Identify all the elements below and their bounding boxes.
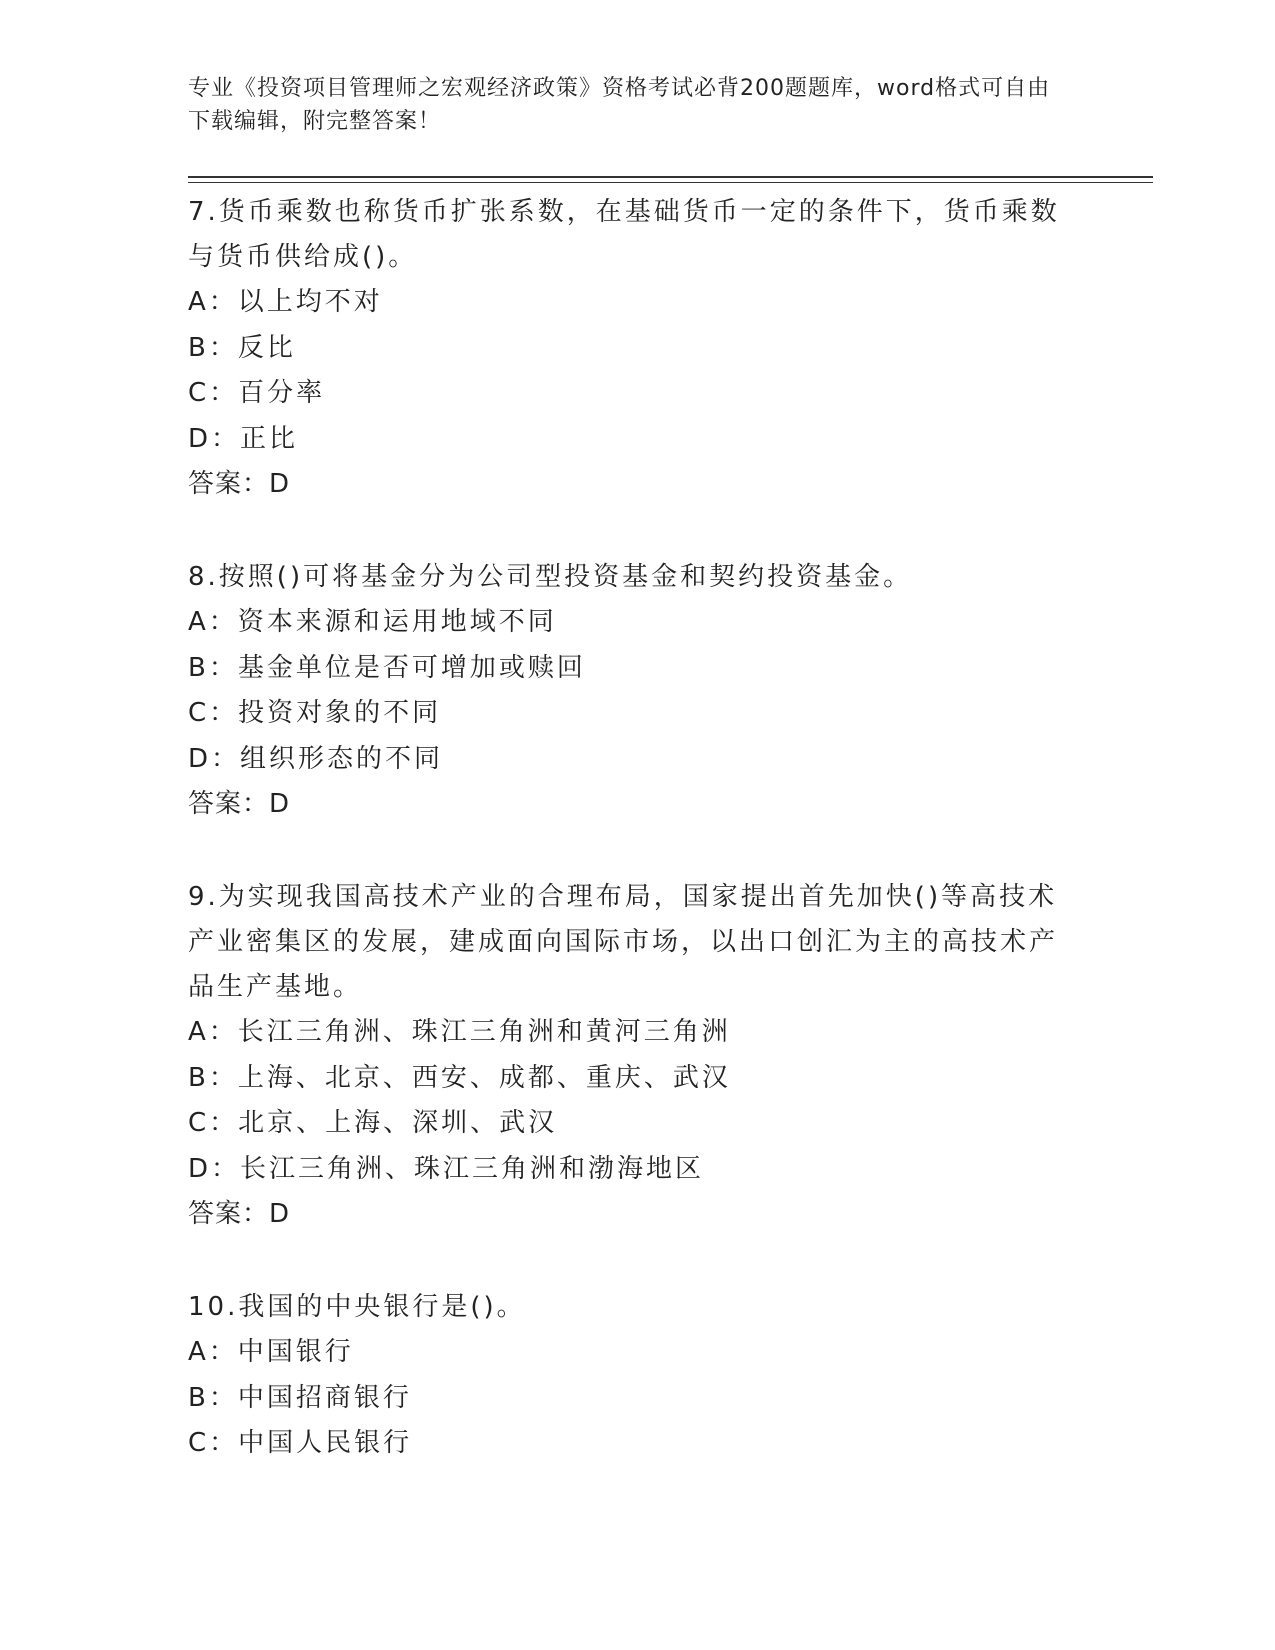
option-d: D：正比 bbox=[188, 423, 299, 454]
option-c: C：北京、上海、深圳、武汉 bbox=[188, 1108, 558, 1138]
question-8 bbox=[188, 555, 1068, 827]
option-c: C：百分率 bbox=[188, 378, 326, 408]
answer-label: 答案： bbox=[188, 469, 270, 499]
answer-value: D bbox=[269, 789, 291, 819]
header-divider-thick bbox=[188, 176, 1153, 178]
question-stem: 9.为实现我国高技术产业的合理布局，国家提出首先加快()等高技术产业密集区的发展，建成面向国际市场，以出口创汇为主的高技术产品生产基地。 bbox=[188, 882, 1059, 1002]
answer-value: D bbox=[269, 469, 291, 499]
option-c: C：中国人民银行 bbox=[188, 1428, 413, 1458]
answer-line bbox=[188, 1192, 1068, 1237]
question-10 bbox=[188, 1285, 1068, 1467]
option-c: C：投资对象的不同 bbox=[188, 698, 442, 728]
option-d: D：长江三角洲、珠江三角洲和渤海地区 bbox=[188, 1153, 705, 1184]
document-header: 专业《投资项目管理师之宏观经济政策》资格考试必背200题题库，word格式可自由下载编辑，附完整答案！ bbox=[188, 76, 1051, 134]
question-stem: 7.货币乘数也称货币扩张系数，在基础货币一定的条件下，货币乘数与货币供给成()。 bbox=[188, 197, 1060, 272]
option-b: B：上海、北京、西安、成都、重庆、武汉 bbox=[188, 1062, 731, 1093]
question-list bbox=[188, 190, 1068, 1515]
header-divider-thin bbox=[188, 182, 1153, 183]
option-a: A：中国银行 bbox=[188, 1337, 354, 1367]
answer-label: 答案： bbox=[188, 789, 270, 819]
option-b: B：反比 bbox=[188, 332, 296, 363]
option-b: B：中国招商银行 bbox=[188, 1382, 412, 1413]
question-7 bbox=[188, 190, 1068, 507]
option-b: B：基金单位是否可增加或赎回 bbox=[188, 652, 586, 683]
option-a: A：长江三角洲、珠江三角洲和黄河三角洲 bbox=[188, 1017, 731, 1047]
question-stem: 8.按照()可将基金分为公司型投资基金和契约投资基金。 bbox=[188, 562, 913, 592]
answer-value: D bbox=[269, 1199, 291, 1229]
answer-line bbox=[188, 462, 1068, 507]
option-d: D：组织形态的不同 bbox=[188, 743, 444, 774]
answer-label: 答案： bbox=[188, 1199, 270, 1229]
option-a: A：以上均不对 bbox=[188, 287, 383, 317]
question-stem: 10.我国的中央银行是()。 bbox=[188, 1292, 526, 1322]
question-9 bbox=[188, 875, 1068, 1237]
answer-line bbox=[188, 782, 1068, 827]
option-a: A：资本来源和运用地域不同 bbox=[188, 607, 557, 637]
